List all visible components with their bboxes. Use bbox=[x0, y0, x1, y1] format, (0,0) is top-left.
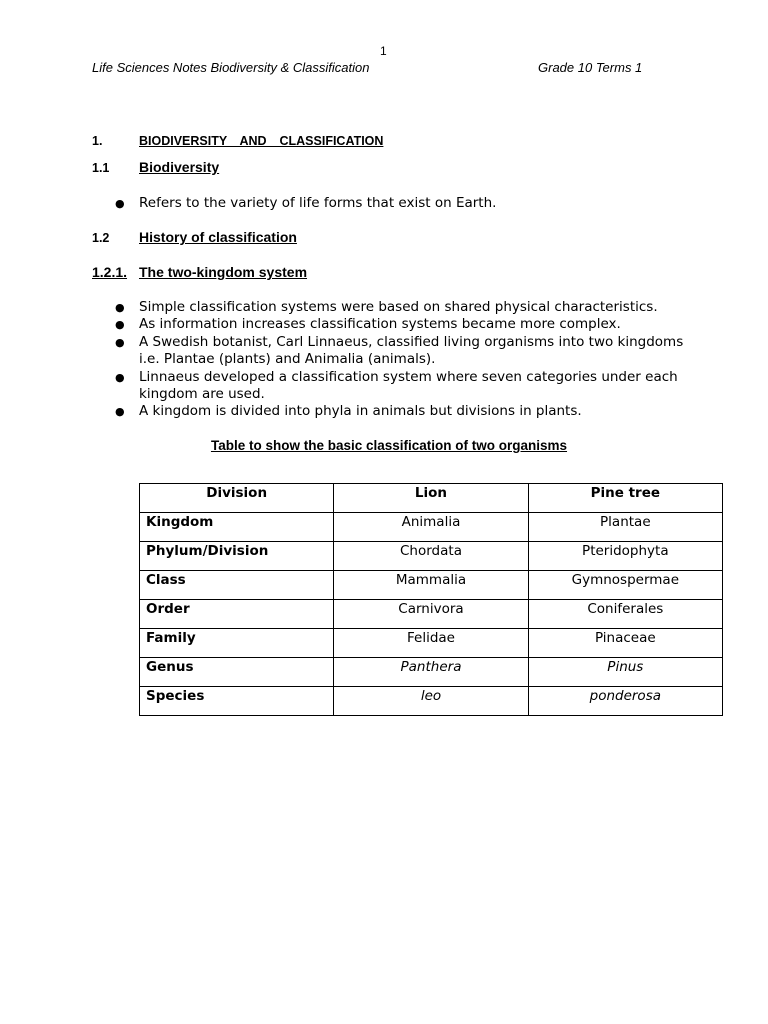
section-number: 1.2.1. bbox=[92, 264, 128, 280]
bullet-icon: ● bbox=[115, 405, 125, 419]
pine-tree-cell: ponderosa bbox=[528, 687, 722, 716]
lion-cell: Felidae bbox=[334, 629, 528, 658]
list-item: ● Simple classification systems were based on shared physical characteristics. bbox=[115, 299, 658, 315]
row-label: Species bbox=[140, 687, 334, 716]
section-title: Biodiversity bbox=[139, 159, 220, 175]
lion-cell: Chordata bbox=[334, 542, 528, 571]
section-1-2-heading bbox=[92, 229, 297, 245]
column-header-division: Division bbox=[140, 484, 334, 513]
page-number: 1 bbox=[380, 44, 387, 58]
bullet-icon: ● bbox=[115, 301, 125, 314]
column-header-pine-tree: Pine tree bbox=[528, 484, 722, 513]
lion-cell: Mammalia bbox=[334, 571, 528, 600]
column-header-lion: Lion bbox=[334, 484, 528, 513]
row-label: Order bbox=[140, 600, 334, 629]
pine-tree-cell: Pteridophyta bbox=[528, 542, 722, 571]
header-grade: Grade 10 Terms 1 bbox=[538, 60, 643, 75]
pine-tree-cell: Pinus bbox=[528, 658, 722, 687]
classification-table bbox=[139, 483, 723, 716]
table-row bbox=[140, 571, 723, 600]
row-label: Phylum/Division bbox=[140, 542, 334, 571]
section-number: 1.2 bbox=[92, 231, 110, 245]
pine-tree-cell: Coniferales bbox=[528, 600, 722, 629]
bullet-icon: ● bbox=[115, 370, 125, 384]
table-row bbox=[140, 658, 723, 687]
row-label: Class bbox=[140, 571, 334, 600]
list-item: ● Refers to the variety of life forms that exist on Earth. bbox=[115, 195, 497, 211]
row-label: Kingdom bbox=[140, 513, 334, 542]
biodiversity-bullet-list bbox=[112, 195, 692, 212]
list-item: ● Linnaeus developed a classification system where seven categories under each kingdom are used. bbox=[115, 368, 678, 403]
pine-tree-cell: Pinaceae bbox=[528, 629, 722, 658]
list-item: ● A Swedish botanist, Carl Linnaeus, classified living organisms into two kingdoms i.e. Plantae (plants) and Animalia (animals). bbox=[115, 333, 684, 368]
table-row bbox=[140, 600, 723, 629]
section-1-1-heading bbox=[92, 159, 219, 175]
section-title: BIODIVERSITY AND CLASSIFICATION bbox=[139, 134, 384, 148]
table-row bbox=[140, 513, 723, 542]
bullet-icon: ● bbox=[115, 197, 125, 210]
lion-cell: leo bbox=[334, 687, 528, 716]
table-title: Table to show the basic classification of two organisms bbox=[210, 438, 568, 453]
table-row bbox=[140, 542, 723, 571]
section-number: 1.1 bbox=[92, 161, 110, 175]
pine-tree-cell: Gymnospermae bbox=[528, 571, 722, 600]
list-item: ● A kingdom is divided into phyla in animals but divisions in plants. bbox=[115, 403, 582, 420]
table-row bbox=[140, 687, 723, 716]
bullet-icon: ● bbox=[115, 335, 125, 349]
bullet-icon: ● bbox=[115, 318, 125, 332]
section-number: 1. bbox=[92, 134, 103, 148]
table-header-row bbox=[140, 484, 723, 513]
row-label: Genus bbox=[140, 658, 334, 687]
row-label: Family bbox=[140, 629, 334, 658]
section-1-heading bbox=[92, 134, 383, 148]
header-title: Life Sciences Notes Biodiversity & Classification bbox=[92, 60, 370, 75]
lion-cell: Carnivora bbox=[334, 600, 528, 629]
lion-cell: Panthera bbox=[334, 658, 528, 687]
list-item: ● As information increases classification systems became more complex. bbox=[115, 316, 621, 333]
section-title: History of classification bbox=[139, 229, 297, 245]
lion-cell: Animalia bbox=[334, 513, 528, 542]
pine-tree-cell: Plantae bbox=[528, 513, 722, 542]
table-row bbox=[140, 629, 723, 658]
section-title: The two-kingdom system bbox=[139, 264, 308, 280]
two-kingdom-bullet-list bbox=[112, 299, 692, 421]
section-1-2-1-heading bbox=[92, 264, 307, 280]
